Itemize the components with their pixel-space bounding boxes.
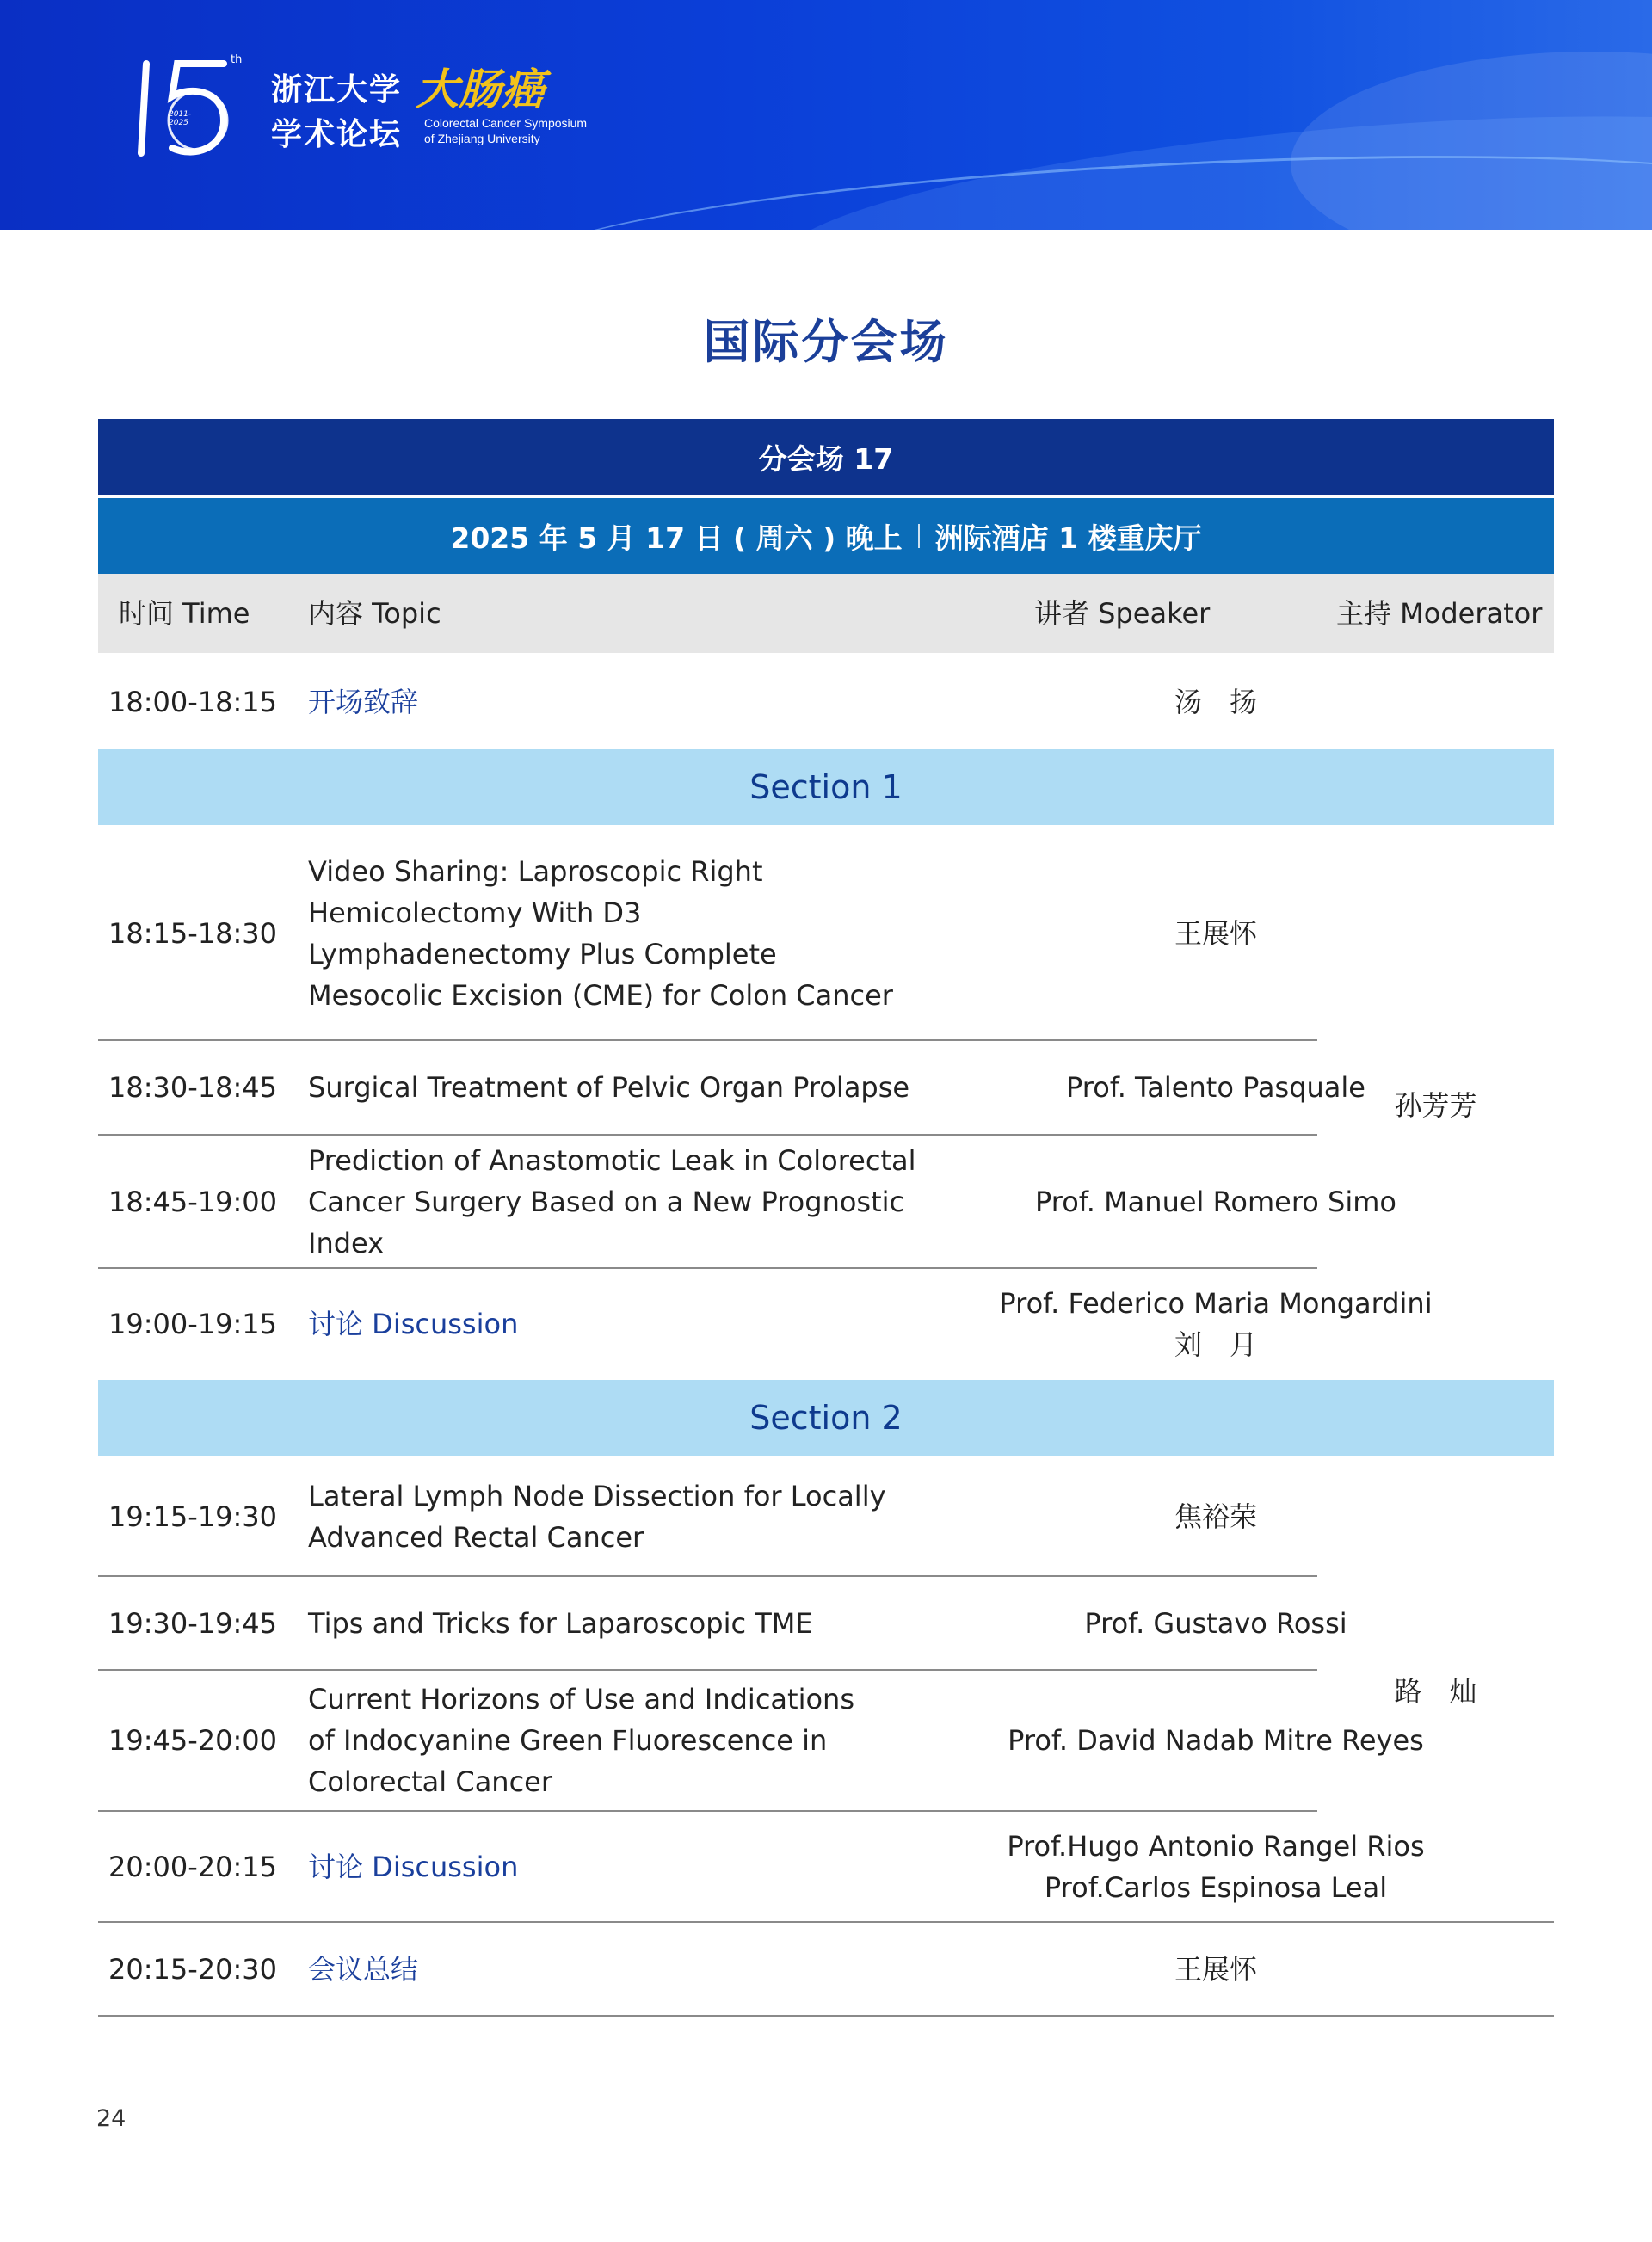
section-2-moderator: 路 灿 <box>1394 1674 1477 1708</box>
row-time: 19:30-19:45 <box>108 1606 277 1640</box>
table-row-opening <box>98 656 1554 748</box>
session-venue: 洲际酒店 1 楼重庆厅 <box>934 520 1202 555</box>
forum-title-line2: 学术论坛 <box>271 117 403 152</box>
row-time: 18:30-18:45 <box>108 1071 277 1104</box>
row-topic: Lateral Lymph Node Dissection for Locally Advanced Rectal Cancer <box>308 1479 886 1554</box>
table-bottom-rule <box>98 2015 1554 2017</box>
header-separator <box>918 524 920 548</box>
row-time: 19:45-20:00 <box>108 1724 277 1757</box>
row-time: 18:45-19:00 <box>108 1185 277 1218</box>
logo-th: th <box>231 53 243 66</box>
schedule-table <box>98 419 1554 1986</box>
row-time: 19:15-19:30 <box>108 1500 277 1533</box>
forum-subtitle-en1: Colorectal Cancer Symposium <box>424 116 588 130</box>
session-name-header: 分会场 17 <box>98 419 1554 495</box>
row-topic: 讨论 Discussion <box>308 1850 519 1883</box>
speaker-name: Prof. Federico Maria Mongardini <box>999 1287 1433 1320</box>
forum-subtitle-en2: of Zhejiang University <box>424 132 540 145</box>
row-speaker: 王展怀 <box>1174 1952 1257 1986</box>
forum-title-line1: 浙江大学 <box>271 72 403 108</box>
speaker-name: Prof.Hugo Antonio Rangel Rios <box>1007 1829 1425 1863</box>
row-time: 19:00-19:15 <box>108 1308 277 1340</box>
column-header-speaker: 讲者 Speaker <box>1034 597 1211 630</box>
row-speaker: Prof. David Nadab Mitre Reyes <box>1008 1724 1424 1757</box>
session-datetime-header <box>98 498 1554 574</box>
anniversary-15-logo <box>127 52 239 163</box>
table-row-closing <box>98 1923 1554 2015</box>
column-header-moderator: 主持 Moderator <box>1336 597 1543 630</box>
row-topic: 开场致辞 <box>308 686 419 718</box>
row-topic: 讨论 Discussion <box>308 1308 519 1340</box>
row-time: 20:15-20:30 <box>108 1952 277 1986</box>
row-speaker: Prof. Talento Pasquale <box>1066 1071 1365 1104</box>
page-number: 24 <box>96 2105 126 2132</box>
forum-title-calligraphy: 大肠癌 <box>416 64 545 114</box>
row-topic: Prediction of Anastomotic Leak in Colorectal Cancer Surgery Based on a New Prognostic Index <box>308 1143 916 1260</box>
session-date-time: 2025 年 5 月 17 日 ( 周六 ) 晚上 <box>450 520 903 555</box>
row-speaker: 焦裕荣 <box>1174 1500 1257 1533</box>
section-1-moderator: 孙芳芳 <box>1394 1088 1477 1122</box>
row-speaker: 王展怀 <box>1174 917 1257 950</box>
row-topic: Video Sharing: Laproscopic Right Hemicolectomy With D3 Lymphadenectomy Plus Complete Mesocolic Excision (CME) for Colon Cancer <box>308 855 893 1012</box>
row-topic: Current Horizons of Use and Indications of Indocyanine Green Fluorescence in Colorectal Cancer <box>308 1683 854 1798</box>
row-topic: 会议总结 <box>308 1952 419 1986</box>
logo-years: 2011-2025 <box>169 110 192 127</box>
row-time: 20:00-20:15 <box>108 1850 277 1883</box>
column-header-topic: 内容 Topic <box>308 597 441 630</box>
column-header-time: 时间 Time <box>119 597 250 630</box>
section-2-bar: Section 2 <box>98 1380 1554 1456</box>
row-speaker: Prof. Manuel Romero Simo <box>1035 1185 1396 1218</box>
row-speaker: Prof. Gustavo Rossi <box>1084 1606 1347 1640</box>
page-title: 国际分会场 <box>703 315 949 369</box>
row-topic: Tips and Tricks for Laparoscopic TME <box>308 1606 813 1640</box>
header-banner <box>0 0 1652 230</box>
row-time: 18:00-18:15 <box>108 686 277 718</box>
row-speaker: 汤 扬 <box>1174 686 1257 718</box>
speaker-name: 刘 月 <box>1174 1328 1257 1361</box>
row-time: 18:15-18:30 <box>108 917 277 950</box>
speaker-name: Prof.Carlos Espinosa Leal <box>1044 1870 1388 1904</box>
column-header-row <box>98 574 1554 653</box>
section-1-bar: Section 1 <box>98 749 1554 825</box>
row-topic: Surgical Treatment of Pelvic Organ Prolapse <box>308 1071 910 1104</box>
